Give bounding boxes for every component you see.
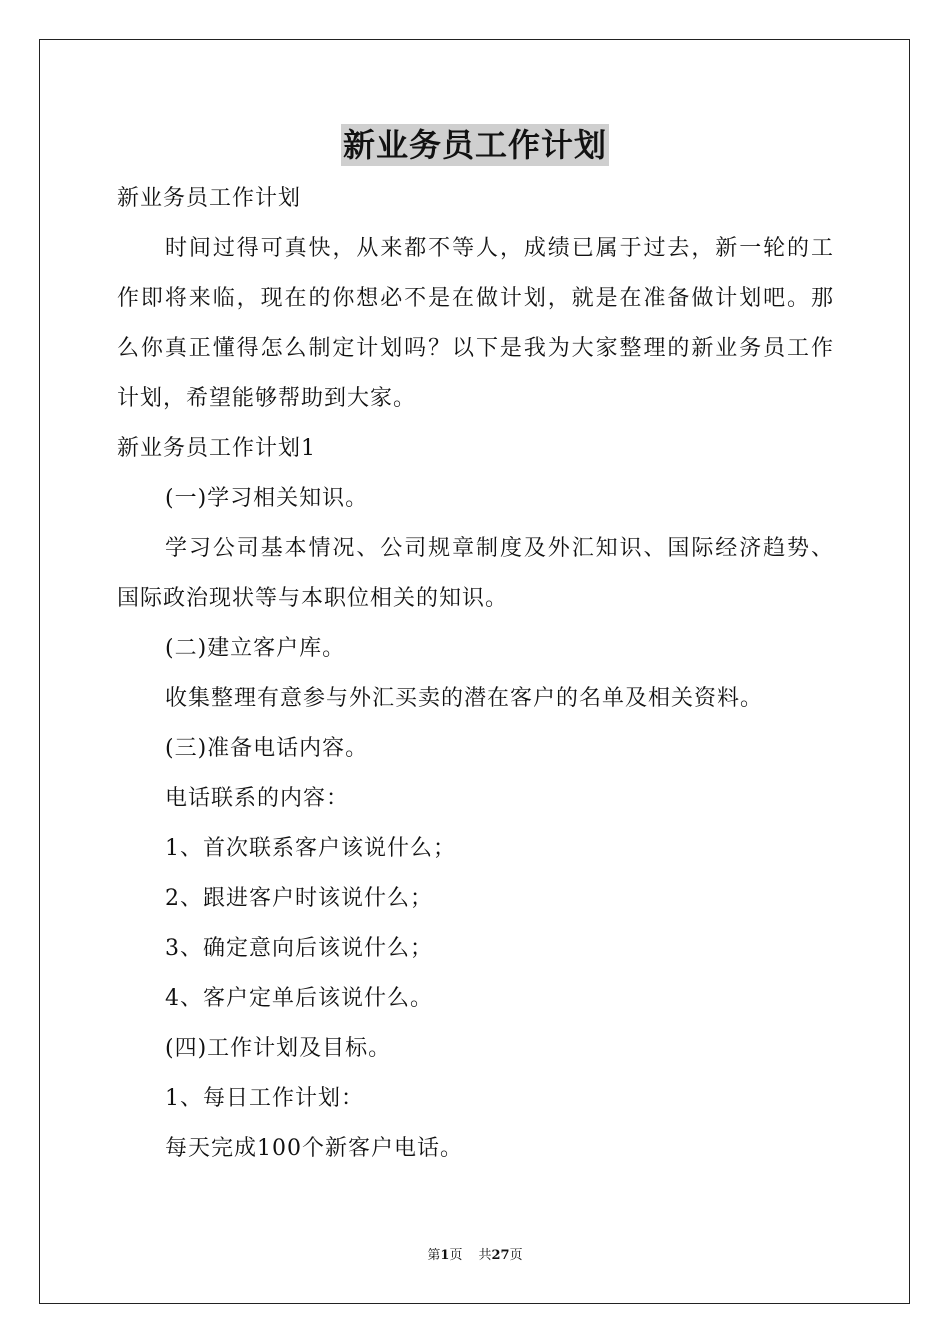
body-line: 时间过得可真快，从来都不等人，成绩已属于过去，新一轮的工 [165, 236, 833, 261]
body-line: 新业务员工作计划1 [117, 436, 316, 461]
body-line: 收集整理有意参与外汇买卖的潜在客户的名单及相关资料。 [165, 686, 764, 711]
body-line: 作即将来临，现在的你想必不是在做计划，就是在准备做计划吧。那 [117, 286, 833, 311]
body-line: (二)建立客户库。 [165, 636, 346, 661]
document-body [117, 174, 833, 1174]
body-line: (三)准备电话内容。 [165, 736, 369, 761]
body-line: 学习公司基本情况、公司规章制度及外汇知识、国际经济趋势、 [165, 536, 833, 561]
body-line: 新业务员工作计划 [117, 186, 302, 211]
body-line: 4、客户定单后该说什么。 [165, 986, 433, 1011]
body-line: 2、跟进客户时该说什么； [165, 886, 433, 911]
footer-page-prefix: 第 [427, 1248, 441, 1263]
body-line: 么你真正懂得怎么制定计划吗？以下是我为大家整理的新业务员工作 [117, 336, 833, 361]
body-line: 1、首次联系客户该说什么； [165, 836, 456, 861]
footer-page-suffix: 页 [449, 1248, 463, 1263]
body-line: 1、每日工作计划： [165, 1086, 364, 1111]
body-line: 计划，希望能够帮助到大家。 [117, 386, 417, 411]
page-footer [0, 1247, 950, 1265]
body-line: 每天完成100个新客户电话。 [165, 1136, 463, 1161]
body-line: 国际政治现状等与本职位相关的知识。 [117, 586, 509, 611]
footer-total-prefix: 共 [478, 1248, 492, 1263]
page-title: 新业务员工作计划 [342, 126, 607, 164]
footer-total-pages: 27 [491, 1248, 510, 1263]
footer-total-suffix: 页 [509, 1248, 523, 1263]
title-wrap [0, 124, 950, 166]
body-line: 3、确定意向后该说什么； [165, 936, 433, 961]
body-line: 电话联系的内容： [165, 786, 350, 811]
body-line: (四)工作计划及目标。 [165, 1036, 392, 1061]
footer-page-number: 1 [440, 1248, 450, 1263]
body-line: (一)学习相关知识。 [165, 486, 369, 511]
